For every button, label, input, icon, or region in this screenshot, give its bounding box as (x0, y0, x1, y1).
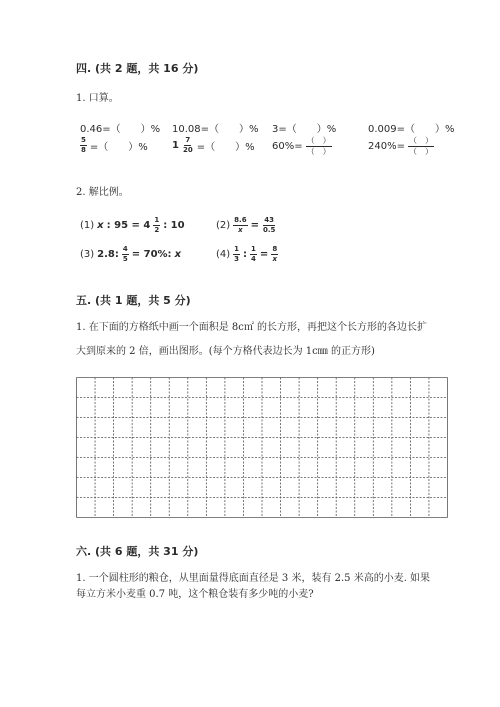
colon: : (243, 249, 248, 260)
fraction-denominator: 2 (154, 226, 160, 234)
fraction-denominator: 3 (234, 255, 240, 263)
fraction-denominator: 8 (81, 146, 86, 154)
mixed-whole: 1 (172, 140, 179, 151)
fraction-numerator: 8.6 (234, 216, 247, 224)
fraction-numerator: 43 (264, 216, 275, 224)
fraction-numerator: 8 (272, 245, 278, 253)
fraction-numerator: 1 (234, 245, 240, 253)
fraction-numerator: 1 (251, 245, 256, 253)
fraction-denominator: 5 (122, 255, 128, 263)
variable-x: x (97, 220, 104, 231)
calc-6-tail: =（ ）% (196, 142, 255, 153)
square-grid-paper[interactable] (76, 377, 448, 519)
calc-3: 3=（ ）% (272, 124, 337, 135)
proportion-middle: : 95 = 4 (106, 220, 151, 231)
blank-numerator: （ ） (408, 136, 433, 145)
proportion-lead: 2.8: (97, 249, 119, 260)
section-5-question-line-2: 大到原来的 2 倍，画出图形。(每个方格代表边长为 1c㎜ 的正方形) (76, 346, 375, 357)
proportion-4 (216, 246, 278, 263)
section-5-question-line-1: 1. 在下面的方格纸中画一个面积是 8c㎡ 的长方形，再把这个长方形的各边长扩 (76, 322, 428, 333)
blank-numerator: （ ） (306, 136, 331, 145)
calc-8-lead: 240%= (368, 141, 405, 152)
proportion-1 (80, 217, 185, 234)
calc-7-lead: 60%= (272, 141, 303, 152)
fraction-denominator: 20 (182, 146, 193, 154)
proportion-label: (1) (80, 220, 95, 231)
proportion-label: (2) (216, 220, 231, 231)
calc-4: 0.009=（ ）% (368, 124, 455, 135)
fraction-denominator: x (272, 255, 277, 263)
section-6-question-line-2: 每立方米小麦重 0.7 吨，这个粮仓装有多少吨的小麦? (76, 589, 314, 600)
proportion-2 (216, 217, 276, 234)
fraction-denominator: x (238, 226, 243, 234)
proportion-label: (4) (216, 249, 231, 260)
fraction-denominator: 0.5 (262, 226, 276, 234)
variable-x: x (174, 249, 182, 260)
section-6-title: 六. (共 6 题，共 31 分) (76, 545, 199, 558)
blank-denominator: （ ） (408, 147, 433, 156)
calc-2: 10.08=（ ）% (172, 124, 259, 135)
blank-denominator: （ ） (306, 147, 331, 156)
calc-8 (368, 137, 434, 156)
fraction-denominator: 4 (251, 255, 256, 263)
fraction-numerator: 5 (81, 136, 86, 144)
proportion-tail: : 10 (163, 220, 185, 231)
calc-1: 0.46=（ ）% (80, 124, 161, 135)
proportion-3 (80, 246, 181, 263)
fraction-numerator: 7 (185, 136, 191, 144)
calc-6 (172, 137, 255, 154)
fraction-numerator: 4 (122, 245, 128, 253)
equals-sign: = (250, 220, 259, 231)
proportion-label: (3) (80, 249, 95, 260)
section-6-question-line-1: 1. 一个圆柱形的粮仓，从里面量得底面直径是 3 米，装有 2.5 米高的小麦. 如果 (76, 573, 431, 584)
calc-5 (80, 137, 148, 154)
calc-7 (272, 137, 332, 156)
fraction-numerator: 1 (154, 216, 160, 224)
section-4-title: 四. (共 2 题，共 16 分) (76, 62, 199, 75)
question-1-label: 1. 口算。 (76, 93, 119, 104)
proportion-tail: = 70%: (131, 249, 172, 260)
equals-sign: = (259, 249, 269, 260)
calc-5-tail: =（ ）% (89, 142, 148, 153)
section-5-title: 五. (共 1 题，共 5 分) (76, 294, 191, 307)
question-2-label: 2. 解比例。 (76, 187, 129, 198)
